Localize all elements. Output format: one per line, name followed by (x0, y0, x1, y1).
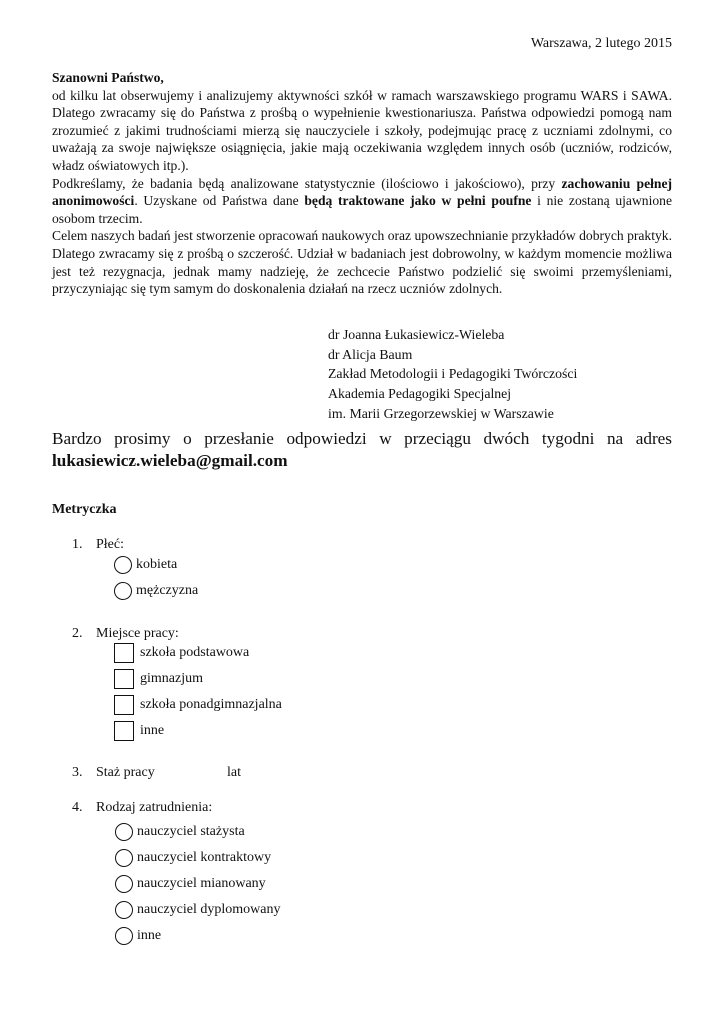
checkbox[interactable] (114, 669, 134, 689)
question-2-label: Miejsce pracy: (96, 626, 179, 641)
checkbox[interactable] (114, 695, 134, 715)
greeting: Szanowni Państwo, (52, 70, 164, 85)
signature-line-5: im. Marii Grzegorzewskiej w Warszawie (328, 405, 554, 421)
option-kobieta[interactable] (114, 556, 177, 574)
checkbox[interactable] (114, 643, 134, 663)
option-label: nauczyciel dyplomowany (137, 902, 281, 917)
radio-button[interactable] (115, 849, 133, 867)
question-2-number: 2. (72, 626, 83, 641)
signature-line-1: dr Joanna Łukasiewicz-Wieleba (328, 327, 505, 342)
option-label: inne (140, 723, 165, 738)
question-2 (72, 626, 179, 642)
signature-line-4: Akademia Pedagogiki Specjalnej (328, 386, 512, 402)
option-inne-workplace[interactable] (114, 721, 164, 741)
paragraph-2-part-c: . Uzyskane od Państwa dane (134, 193, 305, 209)
checkbox[interactable] (114, 721, 134, 741)
place-date: Warszawa, 2 lutego 2015 (530, 36, 672, 51)
radio-button[interactable] (115, 901, 133, 919)
option-mezczyzna[interactable] (114, 582, 198, 600)
question-1-label: Płeć: (96, 537, 124, 552)
question-1 (72, 537, 124, 553)
paragraph-2 (52, 175, 672, 228)
option-label: inne (137, 928, 162, 943)
request-paragraph (52, 428, 672, 472)
option-inne-employment[interactable] (115, 927, 161, 945)
option-gimnazjum[interactable] (114, 669, 203, 689)
paragraph-1: od kilku lat obserwujemy i analizujemy aktywności szkół w ramach warszawskiego programu WARS i SAWA. Dlatego zwracamy się do Państwa z prośbą o wypełnienie kwestionariusza. Państwa odpowiedzi pomogą nam zrozumieć z jakimi trudnościami mierzą się nauczyciele i szkoły, podejmując pracę z uczniami zdolnymi, co uważają za swoje największe osiągnięcia, jakie mają oczekiwania względem innych osób (uczniów, rodziców, władz oświatowych itp.). (52, 87, 672, 173)
confidentiality-emphasis: będą traktowane jako w pełni poufne (304, 193, 532, 209)
paragraph-2-part-a: Podkreślamy, że badania będą analizowane statystycznie (ilościowo i jakościowo), przy (52, 175, 562, 191)
question-3-number: 3. (72, 765, 83, 780)
option-mianowany[interactable] (115, 875, 266, 893)
radio-button[interactable] (115, 875, 133, 893)
option-label: nauczyciel stażysta (137, 824, 245, 839)
option-label: szkoła ponadgimnazjalna (140, 697, 282, 712)
contact-email: lukasiewicz.wieleba@gmail.com (52, 451, 288, 470)
option-label: kobieta (136, 557, 178, 572)
option-label: gimnazjum (140, 671, 203, 686)
option-kontraktowy[interactable] (115, 849, 271, 867)
metryczka-title: Metryczka (52, 502, 117, 517)
signature-block (328, 325, 577, 424)
signature-line-3: Zakład Metodologii i Pedagogiki Twórczości (328, 366, 578, 382)
option-stazysta[interactable] (115, 823, 245, 841)
question-3 (72, 765, 155, 781)
signature-line-2: dr Alicja Baum (328, 346, 413, 362)
option-dyplomowany[interactable] (115, 901, 280, 919)
radio-button[interactable] (115, 823, 133, 841)
seniority-unit: lat (227, 765, 241, 780)
option-szkola-podstawowa[interactable] (114, 643, 249, 663)
radio-button[interactable] (115, 927, 133, 945)
anonymity-emphasis: zachowaniu pełnej anonimowości (52, 175, 673, 209)
option-label: nauczyciel kontraktowy (137, 850, 272, 865)
question-4-number: 4. (72, 800, 83, 815)
request-text: Bardzo prosimy o przesłanie odpowiedzi w przeciągu dwóch tygodni na adres (52, 429, 672, 448)
option-label: mężczyzna (136, 583, 199, 598)
question-3-label: Staż pracy (96, 765, 155, 780)
letter-body (52, 69, 672, 298)
radio-button[interactable] (114, 556, 132, 574)
paragraph-3: Celem naszych badań jest stworzenie opracowań naukowych oraz upowszechnianie przykładów dobrych praktyk. Dlatego zwracamy się z prośbą o szczerość. Udział w badaniach jest dobrowolny, w każdym momencie możliwa jest też rezygnacja, jednak mamy nadzieję, że zechcecie Państwo podzielić się swoimi przemyśleniami, przyczyniając się tym samym do doskonalenia działań na rzecz uczniów zdolnych. (52, 228, 672, 297)
question-4-label: Rodzaj zatrudnienia: (96, 800, 213, 815)
question-4 (72, 800, 212, 816)
radio-button[interactable] (114, 582, 132, 600)
paragraph-2-part-e: i nie zostaną ujawnione osobom trzecim. (52, 193, 672, 226)
option-label: nauczyciel mianowany (137, 876, 266, 891)
option-label: szkoła podstawowa (140, 645, 250, 660)
question-1-number: 1. (72, 537, 83, 552)
option-szkola-ponadgimnazjalna[interactable] (114, 695, 282, 715)
